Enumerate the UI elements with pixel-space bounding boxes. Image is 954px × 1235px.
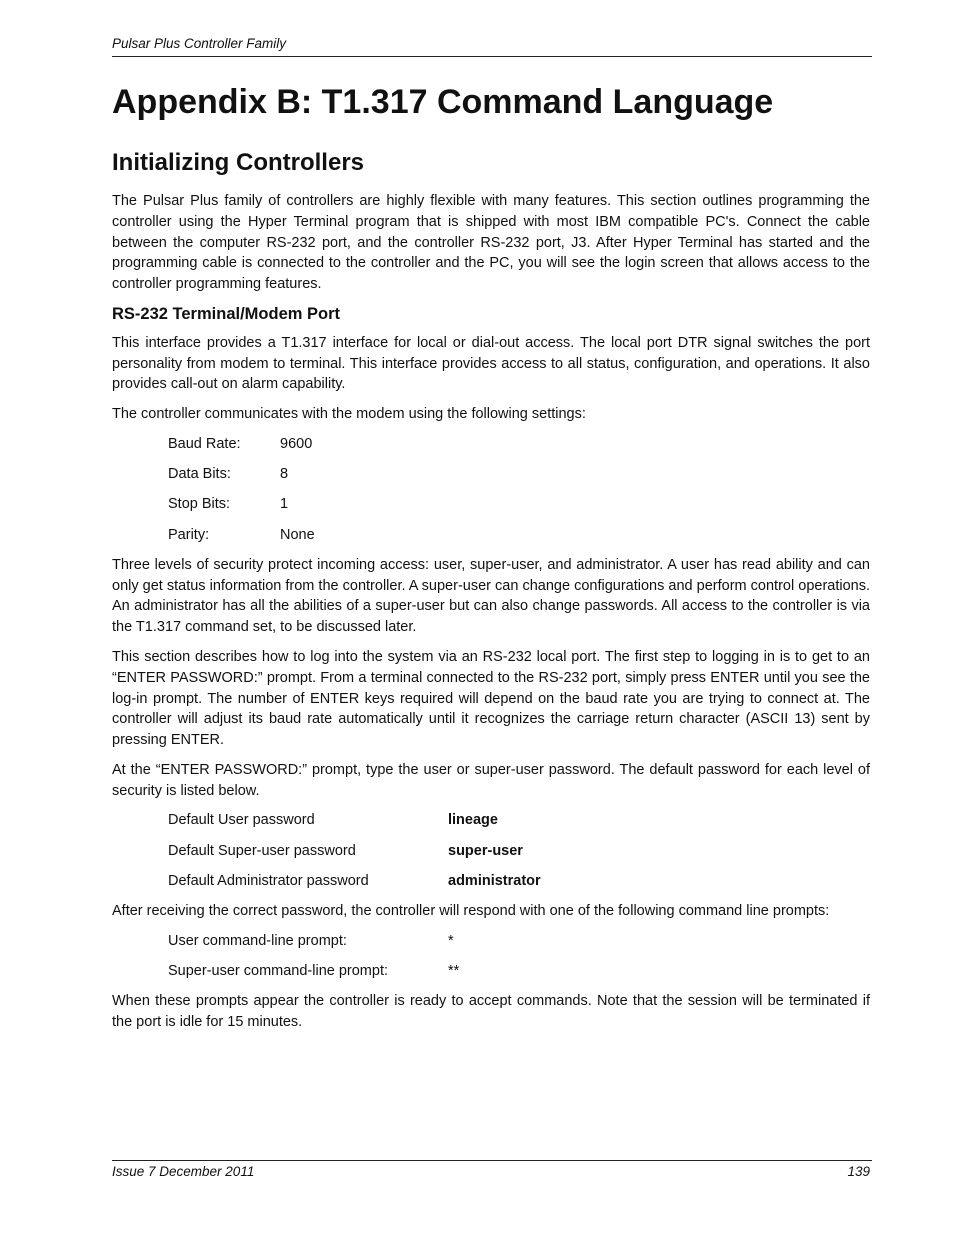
settings-intro: The controller communicates with the modem using the following settings:	[112, 406, 586, 423]
password-value: administrator	[448, 872, 541, 889]
password-label: Default Super-user password	[168, 842, 356, 859]
password-list	[112, 810, 870, 891]
setting-value: 8	[280, 466, 289, 483]
subsection-heading: RS-232 Terminal/Modem Port	[112, 304, 340, 323]
prompt-value: **	[448, 963, 460, 980]
setting-label: Data Bits:	[168, 466, 231, 483]
password-value: lineage	[448, 812, 498, 829]
prompt-label: User command-line prompt:	[168, 932, 347, 949]
running-header: Pulsar Plus Controller Family	[112, 36, 287, 51]
password-paragraph: At the “ENTER PASSWORD:” prompt, type the user or super-user password. The default password for each level of security is listed below.	[112, 761, 870, 799]
prompt-label: Super-user command-line prompt:	[168, 963, 389, 980]
settings-row	[168, 434, 870, 455]
main-content	[112, 191, 870, 1042]
page-number: 139	[847, 1164, 870, 1179]
password-row	[168, 841, 870, 862]
prompt-value: *	[448, 932, 454, 949]
setting-label: Baud Rate:	[168, 435, 241, 452]
password-value: super-user	[448, 842, 523, 859]
security-paragraph: Three levels of security protect incoming access: user, super-user, and administrator. A user has read ability and can only get status information from the controller. A super-user can change configurations and perform control operations. An administrator has all the abilities of a super-user but can also change passwords. All access to the controller is via the T1.317 command set, to be discussed later.	[112, 556, 870, 636]
setting-value: 9600	[280, 435, 313, 452]
section-heading: Initializing Controllers	[112, 149, 365, 176]
settings-row	[168, 494, 870, 515]
footer-issue: Issue 7 December 2011	[112, 1164, 255, 1179]
password-label: Default Administrator password	[168, 872, 369, 889]
intro-paragraph: The Pulsar Plus family of controllers are highly flexible with many features. This section outlines programming the controller using the Hyper Terminal program that is shipped with most IBM compatible PC's. Connect the cable between the computer RS-232 port, and the controller RS-232 port, J3. After Hyper Terminal has started and the programming cable is connected to the controller and the PC, you will see the login screen that allows access to the controller programming features.	[112, 193, 870, 293]
setting-value: None	[280, 526, 315, 543]
prompt-row	[168, 961, 870, 982]
password-row	[168, 810, 870, 831]
prompt-row	[168, 931, 870, 952]
header-rule	[112, 56, 872, 57]
prompt-paragraph: After receiving the correct password, the controller will respond with one of the following command line prompts:	[112, 903, 830, 920]
login-paragraph: This section describes how to log into the system via an RS-232 local port. The first step to logging in is to get to an “ENTER PASSWORD:” prompt. From a terminal connected to the RS-232 port, simply press ENTER until you see the log-in prompt. The number of ENTER keys required will depend on the baud rate you are trying to connect at. The controller will adjust its baud rate automatically until it recognizes the carriage return character (ASCII 13) sent by pressing ENTER.	[112, 648, 870, 749]
password-row	[168, 871, 870, 892]
setting-value: 1	[280, 496, 289, 513]
page-title: Appendix B: T1.317 Command Language	[112, 83, 774, 121]
interface-paragraph: This interface provides a T1.317 interface for local or dial-out access. The local port DTR signal switches the port personality from modem to terminal. This interface provides access to all status, configuration, and operations. It also provides call-out on alarm capability.	[112, 334, 870, 393]
setting-label: Parity:	[168, 526, 210, 543]
password-label: Default User password	[168, 812, 315, 829]
settings-row	[168, 464, 870, 485]
settings-row	[168, 525, 870, 546]
footer-rule	[112, 1160, 872, 1161]
prompt-list	[112, 931, 870, 982]
setting-label: Stop Bits:	[168, 496, 231, 513]
settings-list	[112, 434, 870, 545]
session-paragraph: When these prompts appear the controller is ready to accept commands. Note that the session will be terminated if the port is idle for 15 minutes.	[112, 993, 870, 1031]
